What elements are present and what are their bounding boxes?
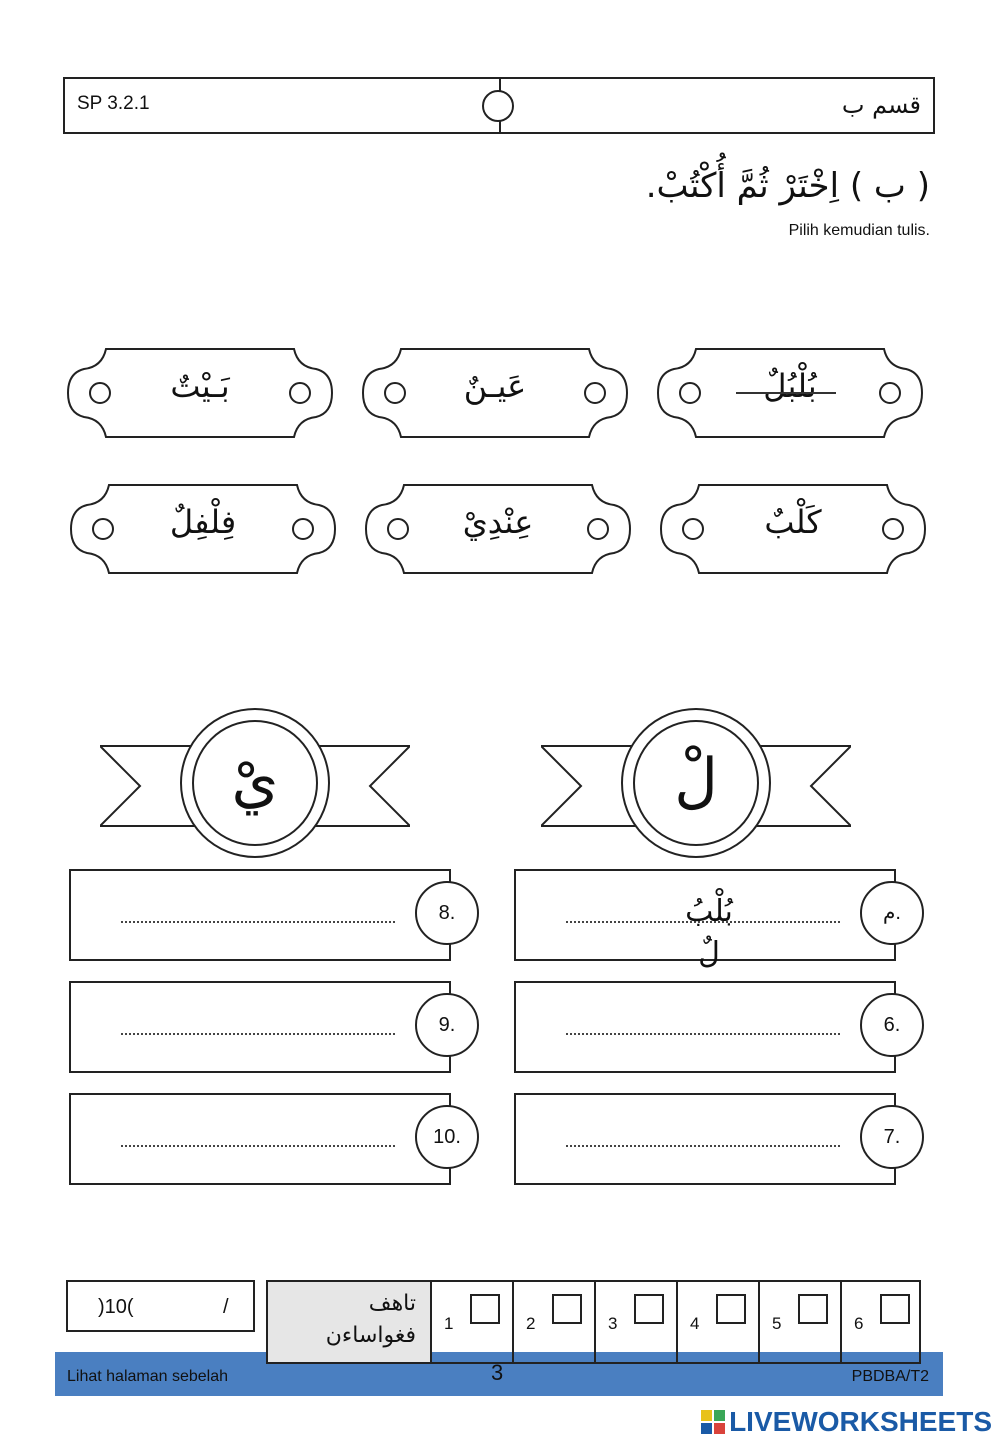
score-total: )10( (98, 1296, 134, 1318)
mastery-table (266, 1280, 921, 1364)
level-number: 2 (526, 1314, 536, 1333)
level-number: 3 (608, 1314, 618, 1333)
mastery-level-1[interactable] (432, 1282, 514, 1362)
answer-row-9[interactable] (69, 981, 456, 1071)
question-number: 10. (415, 1105, 479, 1169)
footer-next-page: Lihat halaman sebelah (67, 1368, 229, 1385)
word-card-6[interactable] (69, 483, 337, 575)
mastery-level-6[interactable] (842, 1282, 924, 1362)
example-answer-line1: بُلْبُ (685, 894, 733, 929)
banner-letter-ya: يْ (231, 746, 279, 816)
level-checkbox[interactable] (880, 1294, 910, 1324)
mastery-level-2[interactable] (514, 1282, 596, 1362)
answer-dotted-line[interactable] (121, 1033, 395, 1035)
answer-box (514, 1093, 896, 1185)
mastery-level-3[interactable] (596, 1282, 678, 1362)
strikethrough-line (736, 392, 836, 394)
answer-box (69, 869, 451, 961)
word-text: فِلْفِلٌ (169, 503, 237, 541)
answer-dotted-line[interactable] (566, 1033, 840, 1035)
answer-row-7[interactable] (514, 1093, 901, 1183)
question-number: 6. (860, 993, 924, 1057)
word-card-4[interactable] (659, 483, 927, 575)
header-box (63, 77, 935, 134)
standard-code: SP 3.2.1 (77, 93, 150, 114)
level-checkbox[interactable] (798, 1294, 828, 1324)
level-number: 1 (444, 1314, 454, 1333)
banner-left (100, 708, 410, 858)
word-card-1[interactable] (656, 347, 924, 439)
level-checkbox[interactable] (716, 1294, 746, 1324)
mastery-level-5[interactable] (760, 1282, 842, 1362)
page-number: 3 (491, 1360, 504, 1385)
level-number: 4 (690, 1314, 700, 1333)
answer-box (514, 981, 896, 1073)
question-number: 7. (860, 1105, 924, 1169)
answer-dotted-line[interactable] (121, 1145, 395, 1147)
answer-box (69, 981, 451, 1073)
brand-text: LIVEWORKSHEETS (729, 1406, 992, 1437)
banner-right (541, 708, 851, 858)
word-card-2[interactable] (361, 347, 629, 439)
question-number: 9. (415, 993, 479, 1057)
level-checkbox[interactable] (634, 1294, 664, 1324)
word-card-3[interactable] (66, 347, 334, 439)
header-circle (482, 90, 514, 122)
banner-letter-lam: لْ (674, 746, 718, 816)
word-text: عِنْدِيْ (462, 503, 534, 541)
example-answer (684, 891, 734, 975)
answer-row-6[interactable] (514, 981, 901, 1071)
answer-box (69, 1093, 451, 1185)
word-card-5[interactable] (364, 483, 632, 575)
question-number: 8. (415, 881, 479, 945)
mastery-level-4[interactable] (678, 1282, 760, 1362)
word-text: كَلْبٌ (764, 503, 822, 541)
mastery-label (268, 1282, 432, 1362)
level-number: 6 (854, 1314, 864, 1333)
instruction-arabic: ( ب ) اِخْتَرْ ثُمَّ أُكْتُبْ. (645, 166, 930, 206)
example-answer-line2: لٌ (698, 936, 720, 971)
word-text: بَـيْتٌ (170, 367, 230, 405)
answer-dotted-line[interactable] (566, 1145, 840, 1147)
section-title: قسم ب (841, 91, 921, 119)
answer-dotted-line[interactable] (121, 921, 395, 923)
level-checkbox[interactable] (552, 1294, 582, 1324)
score-box (66, 1280, 255, 1332)
answer-row-10[interactable] (69, 1093, 461, 1183)
footer-code: PBDBA/T2 (851, 1368, 929, 1385)
liveworksheets-brand[interactable] (701, 1406, 992, 1438)
word-text: بُلْبُلٌ (763, 367, 817, 405)
question-number: م. (860, 881, 924, 945)
liveworksheets-logo-icon (701, 1410, 725, 1434)
level-number: 5 (772, 1314, 782, 1333)
level-checkbox[interactable] (470, 1294, 500, 1324)
instruction-malay: Pilih kemudian tulis. (788, 222, 930, 239)
mastery-label-line1: تاهف (368, 1291, 416, 1316)
word-text: عَيـنٌ (463, 367, 527, 405)
answer-row-example[interactable] (514, 869, 901, 971)
answer-row-8[interactable] (69, 869, 456, 959)
mastery-label-line2: فغواساءن (325, 1323, 416, 1348)
score-slash: / (223, 1296, 229, 1318)
